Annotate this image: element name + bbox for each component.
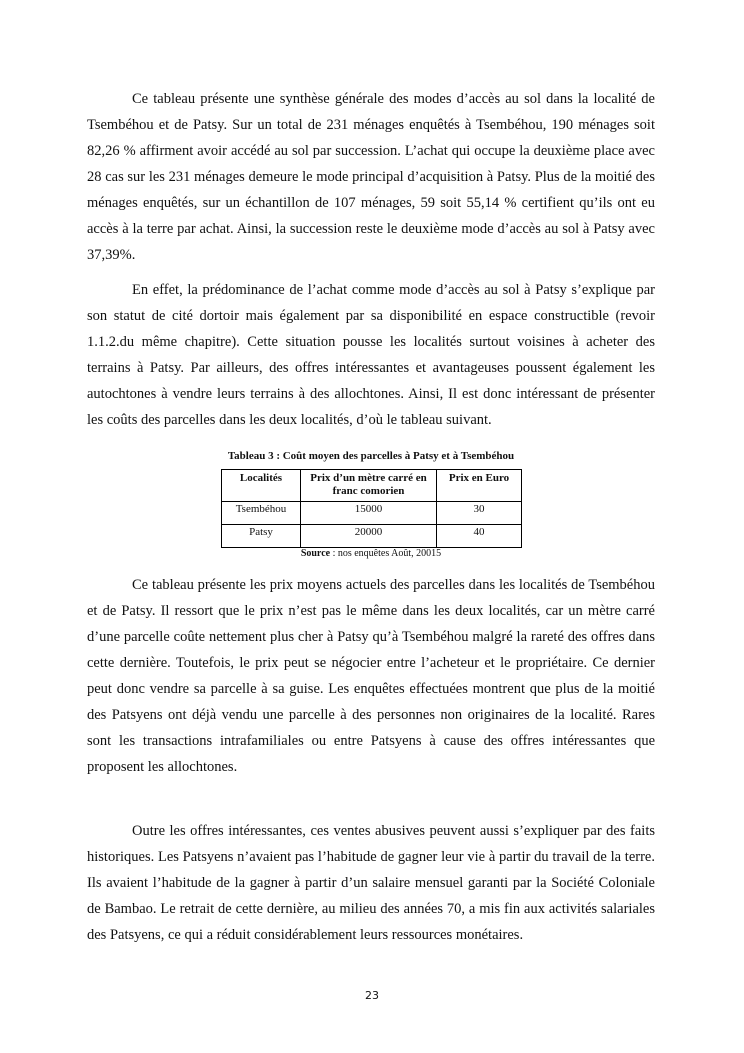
header-prix-franc: Prix d’un mètre carré en franc comorien	[301, 470, 437, 502]
cell-prix-franc: 20000	[301, 525, 437, 548]
cell-localite: Tsembéhou	[222, 502, 301, 525]
paragraph-3: Ce tableau présente les prix moyens actuels des parcelles dans les localités de Tsembéhou et de Patsy. Il ressort que le prix n’est pas le même dans les deux localités, car un mètre carré d’une parcelle coûte nettement plus cher à Patsy qu’à Tsembéhou malgré la rareté des offres dans cette dernière. Toutefois, le prix peut se négocier entre l’acheteur et le propriétaire. Ce dernier peut donc vendre sa parcelle à sa guise. Les enquêtes effectuées montrent que plus de la moitié des Patsyens ont déjà vendu une parcelle à des personnes non originaires de la localité. Rares sont les transactions intrafamiliales ou entre Patsyens à cause des offres intéressantes que proposent les allochtones.	[87, 577, 655, 775]
table-source	[87, 548, 655, 559]
cell-localite: Patsy	[222, 525, 301, 548]
table-caption: Tableau 3 : Coût moyen des parcelles à Patsy et à Tsembéhou	[227, 450, 515, 462]
table-row	[222, 525, 522, 548]
source-text: : nos enquêtes Août, 20015	[330, 548, 442, 559]
table-header-row	[222, 470, 522, 502]
table-row	[222, 502, 522, 525]
header-localites: Localités	[222, 470, 301, 502]
page-number: 23	[365, 989, 379, 1002]
cell-prix-euro: 30	[437, 502, 522, 525]
paragraph-1: Ce tableau présente une synthèse générale des modes d’accès au sol dans la localité de Tsembéhou et de Patsy. Sur un total de 231 ménages enquêtés à Tsembéhou, 190 ménages soit 82,26 % affirment avoir accédé au sol par succession. L’achat qui occupe la deuxième place avec 28 cas sur les 231 ménages demeure le mode principal d’acquisition à Patsy. Plus de la moitié des ménages enquêtés, sur un échantillon de 107 ménages, 59 soit 55,14 % certifient qu’ils ont eu accès à la terre par achat. Ainsi, la succession reste le deuxième mode d’accès au sol à Patsy avec 37,39%.	[87, 91, 655, 263]
source-label: Source	[300, 548, 331, 559]
price-table	[221, 469, 522, 548]
cell-prix-franc: 15000	[301, 502, 437, 525]
cell-prix-euro: 40	[437, 525, 522, 548]
paragraph-2: En effet, la prédominance de l’achat comme mode d’accès au sol à Patsy s’explique par son statut de cité dortoir mais également par sa disponibilité en espace constructible (revoir 1.1.2.du même chapitre). Cette situation pousse les localités surtout voisines à acheter des terrains à Patsy. Par ailleurs, des offres intéressantes et avantageuses poussent également les autochtones à vendre leurs terrains à des allochtones. Ainsi, Il est donc intéressant de présenter les coûts des parcelles dans les deux localités, d’où le tableau suivant.	[87, 282, 655, 428]
paragraph-4: Outre les offres intéressantes, ces ventes abusives peuvent aussi s’expliquer par des faits historiques. Les Patsyens n’avaient pas l’habitude de gagner leur vie à partir du travail de la terre. Ils avaient l’habitude de la gagner à partir d’un salaire mensuel garanti par la Société Coloniale de Bambao. Le retrait de cette dernière, au milieu des années 70, a mis fin aux activités salariales des Patsyens, ce qui a réduit considérablement leurs ressources monétaires.	[87, 823, 655, 943]
header-prix-euro: Prix en Euro	[437, 470, 522, 502]
